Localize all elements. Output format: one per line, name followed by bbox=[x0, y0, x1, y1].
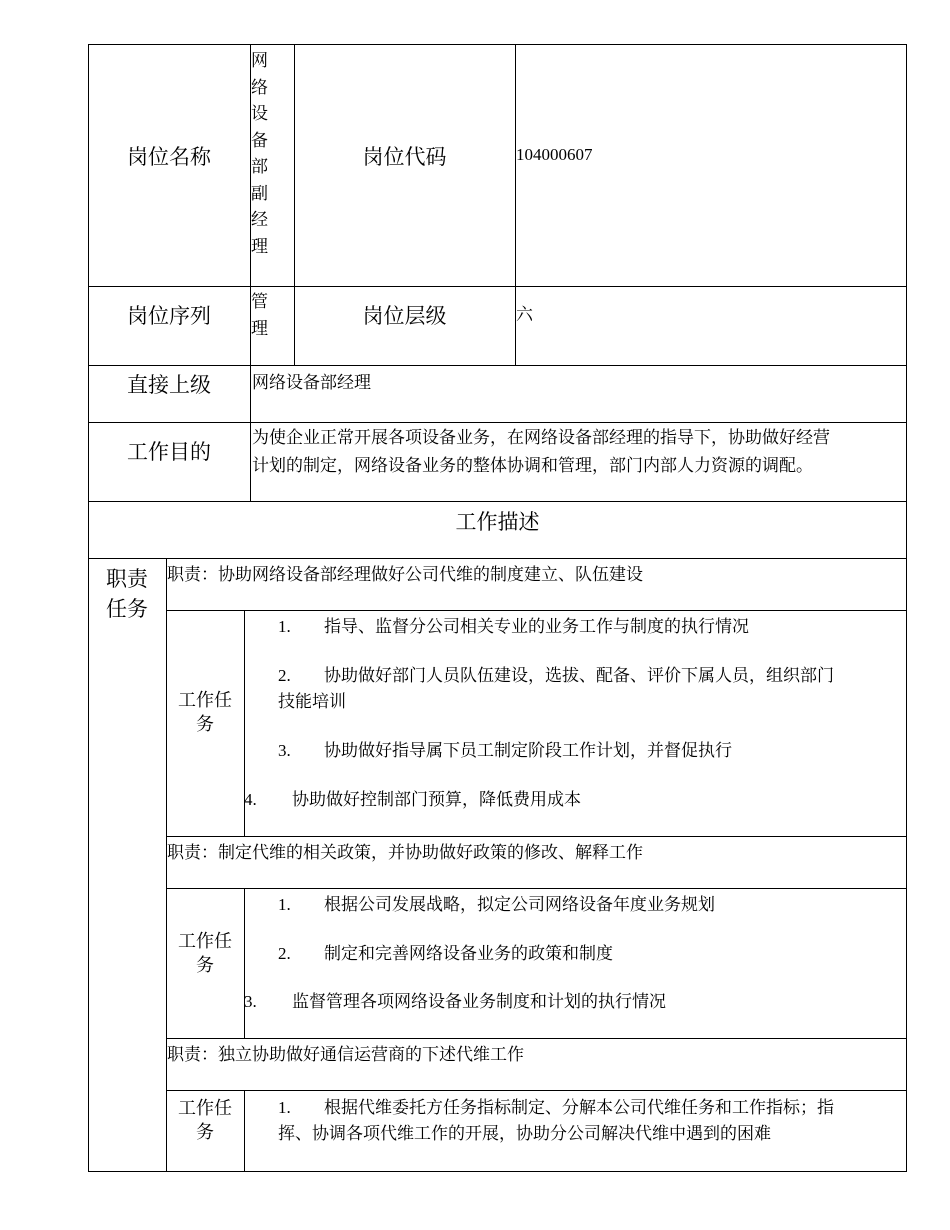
task-label-line-1: 工作任 bbox=[178, 931, 232, 951]
position-code-value: 104000607 bbox=[516, 145, 593, 164]
row-divider bbox=[166, 610, 907, 611]
position-series-value: 管理 bbox=[251, 292, 268, 338]
row-divider bbox=[88, 365, 907, 366]
task-text: 根据代维委托方任务指标制定、分解本公司代维任务和工作指标；指 bbox=[324, 1098, 834, 1117]
task-1-2-cont: 技能培训 bbox=[278, 692, 346, 711]
direct-superior-label: 直接上级 bbox=[127, 373, 211, 397]
task-number: 4. bbox=[244, 790, 257, 809]
task-label-line-2: 务 bbox=[196, 714, 214, 734]
task-number: 3. bbox=[244, 992, 257, 1011]
work-description-title: 工作描述 bbox=[455, 510, 540, 534]
column-divider bbox=[244, 888, 245, 1039]
duty-task-label-line-2: 任务 bbox=[106, 597, 148, 621]
task-text: 协助做好控制部门预算，降低费用成本 bbox=[292, 790, 581, 809]
position-name-label: 岗位名称 bbox=[127, 145, 211, 169]
position-code-label: 岗位代码 bbox=[362, 145, 447, 169]
row-divider bbox=[88, 501, 907, 502]
position-level-value: 六 bbox=[516, 305, 533, 324]
task-3-1 bbox=[278, 1096, 834, 1120]
task-number: 2. bbox=[278, 666, 291, 685]
task-text: 制定和完善网络设备业务的政策和制度 bbox=[324, 944, 613, 963]
task-label-2 bbox=[166, 929, 244, 977]
task-label-3 bbox=[166, 1096, 244, 1144]
row-divider bbox=[166, 1038, 907, 1039]
responsibility-1: 职责：协助网络设备部经理做好公司代维的制度建立、队伍建设 bbox=[167, 565, 643, 584]
task-2-2 bbox=[278, 942, 613, 966]
task-label-line-2: 务 bbox=[196, 955, 214, 975]
direct-superior-value: 网络设备部经理 bbox=[252, 373, 371, 392]
row-divider bbox=[88, 422, 907, 423]
row-divider bbox=[88, 286, 907, 287]
task-number: 3. bbox=[278, 741, 291, 760]
position-level-label: 岗位层级 bbox=[362, 304, 447, 328]
task-2-3 bbox=[244, 990, 666, 1014]
task-number: 1. bbox=[278, 895, 291, 914]
task-1-3 bbox=[278, 739, 732, 763]
row-divider bbox=[166, 1090, 907, 1091]
task-label-1 bbox=[166, 688, 244, 736]
task-text: 协助做好部门人员队伍建设，选拔、配备、评价下属人员，组织部门 bbox=[324, 666, 834, 685]
task-number: 2. bbox=[278, 944, 291, 963]
task-1-2 bbox=[278, 664, 834, 688]
work-purpose-line-2: 计划的制定，网络设备业务的整体协调和管理，部门内部人力资源的调配。 bbox=[252, 456, 813, 475]
duty-task-label-line-1: 职责 bbox=[106, 567, 148, 591]
task-text: 监督管理各项网络设备业务制度和计划的执行情况 bbox=[292, 992, 666, 1011]
task-text: 指导、监督分公司相关专业的业务工作与制度的执行情况 bbox=[324, 617, 749, 636]
task-text: 根据公司发展战略，拟定公司网络设备年度业务规划 bbox=[324, 895, 715, 914]
task-2-1 bbox=[278, 893, 715, 917]
responsibility-3: 职责：独立协助做好通信运营商的下述代维工作 bbox=[167, 1045, 524, 1064]
column-divider bbox=[244, 1090, 245, 1172]
task-1-1 bbox=[278, 615, 749, 639]
task-1-4 bbox=[244, 788, 581, 812]
work-purpose-line-1: 为使企业正常开展各项设备业务，在网络设备部经理的指导下，协助做好经营 bbox=[252, 428, 830, 447]
task-number: 1. bbox=[278, 617, 291, 636]
position-series-label: 岗位序列 bbox=[127, 304, 211, 328]
row-divider bbox=[166, 836, 907, 837]
task-text: 协助做好指导属下员工制定阶段工作计划，并督促执行 bbox=[324, 741, 732, 760]
work-purpose-label: 工作目的 bbox=[127, 440, 211, 464]
task-3-1-cont: 挥、协调各项代维工作的开展，协助分公司解决代维中遇到的困难 bbox=[278, 1124, 771, 1143]
task-number: 1. bbox=[278, 1098, 291, 1117]
responsibility-2: 职责：制定代维的相关政策，并协助做好政策的修改、解释工作 bbox=[167, 843, 643, 862]
row-divider bbox=[88, 558, 907, 559]
task-label-line-2: 务 bbox=[196, 1122, 214, 1142]
column-divider bbox=[166, 558, 167, 1172]
position-name-value: 网络设备部副经理 bbox=[251, 51, 268, 256]
row-divider bbox=[166, 888, 907, 889]
task-label-line-1: 工作任 bbox=[178, 1098, 232, 1118]
task-label-line-1: 工作任 bbox=[178, 690, 232, 710]
